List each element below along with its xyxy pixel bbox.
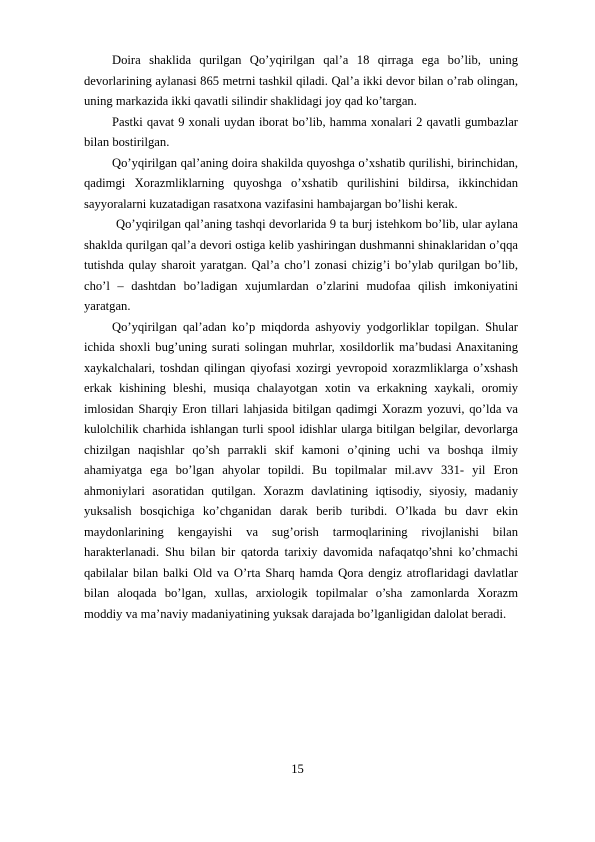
- paragraph-1: Doira shaklida qurilgan Qo’yqirilgan qal’a 18 qirraga ega bo’lib, uning devorlarining aylanasi 865 metrni tashkil qiladi. Qal’a ikki devor bilan o’rab olingan, uning markazida ikki qavatli silindir shaklidagi joy qad ko’targan.: [84, 53, 518, 108]
- paragraph-3: Qo’yqirilgan qal’aning doira shakilda quyoshga o’xshatib qurilishi, birinchidan, qadimgi Xorazmliklarning quyoshga o’xshatib qurilishini bildirsa, ikkinchidan sayyoralarni kuzatadigan rasatxona vazifasini hambajargan bo’lishi kerak.: [84, 155, 518, 211]
- paragraph-4: Qo’yqirilgan qal’aning tashqi devorlarida 9 ta burj istehkom bo’lib, ular aylana shaklda qurilgan qal’a devori ostiga kelib yashiringan dushmanni shinaklaridan o’qqa tutishda qulay sharoit yaratgan. Qal’a cho’l zonasi chizig’i bo’ylab qurilgan bo’lib, cho’l – dashtdan bo’ladigan xujumlardan o’zlarini mudofaa qilish imkoniyatini yaratgan.: [84, 217, 518, 313]
- page-number: 15: [291, 762, 304, 776]
- paragraph-2: Pastki qavat 9 xonali uydan iborat bo’lib, hamma xonalari 2 qavatli gumbazlar bilan bostirilgan.: [84, 114, 518, 149]
- paragraph-5: Qo’yqirilgan qal’adan ko’p miqdorda ashyoviy yodgorliklar topilgan. Shular ichida shoxli bug’uning surati solingan muhrlar, xosildorlik ma’budasi Anaxitaning xaykalchalari, toshdan qilingan qiyofasi xozirgi yevropoid xorazmliklarga o’xshash erkak kishining bleshi, musiqa chalayotgan xotin va erkakning xaykali, oromiy imlosidan Sharqiy Eron tillari lahjasida bitilgan qadimgi Xorazm yozuvi, qo’lda va kulolchilik charhida ishlangan turli spool idishlar ularga bitilgan belgilar, devorlarga chizilgan naqishlar qo’sh parrakli skif kamoni o’qining uchi va boshqa ilmiy ahamiyatga ega bo’lgan ahyolar topildi. Bu topilmalar mil.avv 331- yil Eron ahmoniylari asoratidan qutilgan. Xorazm davlatining iqtisodiy, siyosiy, madaniy yuksalish bosqichiga ko’chganidan darak berib turibdi. O’lkada bu davr ekin maydonlarining kengayishi va sug’orish tarmoqlarining rivojlanishi bilan harakterlanadi. Shu bilan bir qatorda tarixiy davomida nafaqatqo’shni ko’chmachi qabilalar bilan balki Old va O’rta Sharq hamda Qora dengiz atroflaridagi davlatlar bilan aloqada bo’lgan, xullas, arxiologik topilmalar o’sha zamonlarda Xorazm moddiy va ma’naviy madaniyatining yuksak darajada bo’lganligidan dalolat beradi.: [84, 319, 518, 621]
- body-text: [84, 50, 518, 624]
